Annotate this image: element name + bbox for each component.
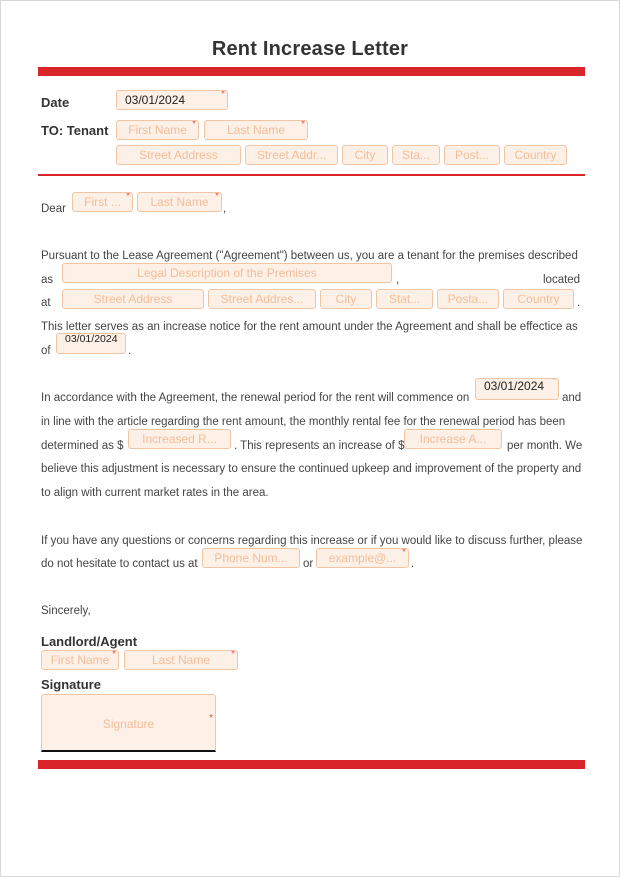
email-field[interactable]: example@... *: [316, 548, 409, 568]
page-title: Rent Increase Letter: [211, 38, 409, 60]
increase-amount-field[interactable]: Increase A...: [404, 429, 502, 449]
para3-contact: do not hesitate to contact us at: [41, 558, 198, 570]
para2-determined: determined as $: [41, 440, 124, 452]
effective-date-field[interactable]: 03/01/2024 *: [56, 333, 126, 354]
para1-as: as: [41, 274, 54, 286]
tenant-state-field[interactable]: Sta...: [392, 145, 440, 165]
tenant-postal-field[interactable]: Post...: [444, 145, 500, 165]
legal-description-field[interactable]: Legal Description of the Premises: [62, 263, 392, 283]
para2-line5: to align with current market rates in the area.: [41, 487, 269, 499]
para2-represents: . This represents an increase of $: [234, 440, 405, 452]
premises-city-field[interactable]: City: [320, 289, 372, 309]
signature-field[interactable]: Signature *: [41, 694, 216, 752]
date-label: Date: [41, 95, 70, 110]
dear-last-name-field[interactable]: Last Name *: [137, 192, 222, 212]
landlord-agent-label: Landlord/Agent: [41, 634, 138, 649]
premises-street2-field[interactable]: Street Addres...: [208, 289, 316, 309]
phone-field[interactable]: Phone Num...: [202, 548, 300, 568]
header-divider: [38, 174, 585, 176]
para2-line4: believe this adjustment is necessary to ensure the continued upkeep and improvement of the property and: [41, 463, 582, 475]
top-red-bar: [38, 67, 585, 76]
increased-rent-field[interactable]: Increased R...: [128, 429, 231, 449]
premises-country-field[interactable]: Country: [503, 289, 574, 309]
para1-intro: Pursuant to the Lease Agreement ("Agreement") between us, you are a tenant for the premises described: [41, 250, 578, 262]
bottom-red-bar: [38, 760, 585, 769]
signature-label: Signature: [41, 677, 101, 692]
dear-first-name-field[interactable]: First ... *: [72, 192, 133, 212]
dear-text: Dear: [41, 203, 66, 215]
sincerely-text: Sincerely,: [41, 605, 91, 617]
premises-postal-field[interactable]: Posta...: [437, 289, 499, 309]
date-field[interactable]: 03/01/2024 *: [116, 90, 228, 110]
tenant-street2-field[interactable]: Street Addr...: [245, 145, 338, 165]
tenant-street-field[interactable]: Street Address: [116, 145, 241, 165]
para2-and: and: [562, 392, 582, 404]
para1-comma: ,: [396, 274, 400, 286]
para1-at: at: [41, 297, 51, 309]
para3-period: .: [411, 558, 415, 570]
para2-line2: in line with the article regarding the rent amount, the monthly rental fee for the renewal period has been: [41, 416, 566, 428]
tenant-country-field[interactable]: Country: [504, 145, 567, 165]
para3-line1: If you have any questions or concerns regarding this increase or if you would like to discuss further, please: [41, 535, 583, 547]
landlord-last-name-field[interactable]: Last Name *: [124, 650, 238, 670]
para1-period: .: [577, 297, 581, 309]
para3-or: or: [303, 558, 314, 570]
tenant-last-name-field[interactable]: Last Name *: [204, 120, 308, 140]
para1-notice: This letter serves as an increase notice for the rent amount under the Agreement and shall be effectice as: [41, 321, 578, 333]
para1-period2: .: [128, 345, 132, 357]
dear-comma: ,: [223, 203, 227, 215]
commence-date-field[interactable]: 03/01/2024 *: [475, 378, 559, 400]
tenant-first-name-field[interactable]: First Name *: [116, 120, 199, 140]
premises-state-field[interactable]: Stat...: [376, 289, 433, 309]
tenant-city-field[interactable]: City: [342, 145, 388, 165]
landlord-first-name-field[interactable]: First Name *: [41, 650, 119, 670]
para2-line1: In accordance with the Agreement, the renewal period for the rent will commence on: [41, 392, 470, 404]
para1-of: of: [41, 345, 51, 357]
para1-located: located: [543, 274, 581, 286]
para2-per-month: per month. We: [507, 440, 583, 452]
premises-street-field[interactable]: Street Address: [62, 289, 204, 309]
to-tenant-label: TO: Tenant: [41, 123, 109, 138]
